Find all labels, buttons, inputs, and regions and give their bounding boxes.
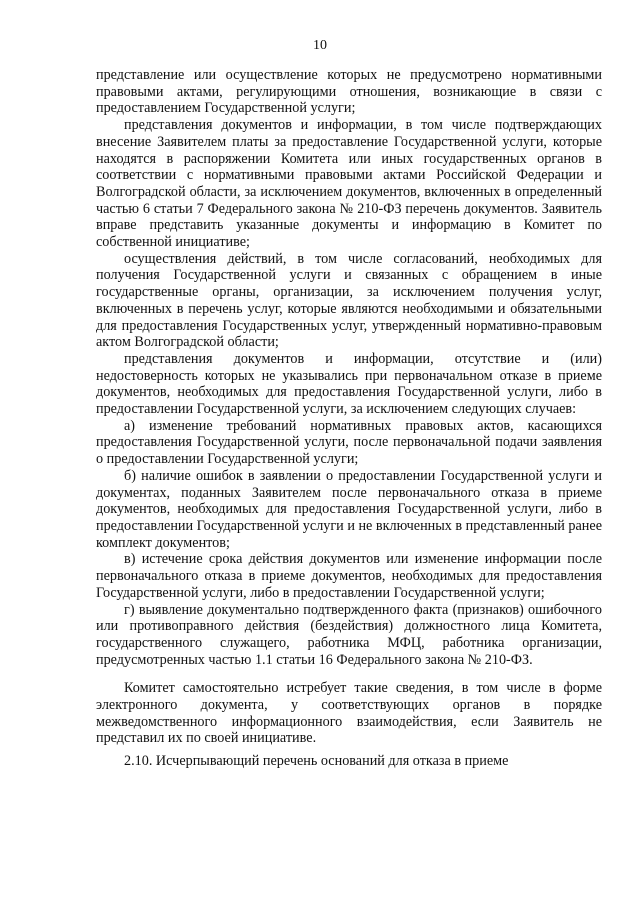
paragraph-continuation: представление или осуществление которых не предусмотрено нормативными правовыми актами, регулирующими отношения, возникающие в связи с предоставлением Государственной услуги; <box>96 67 602 117</box>
paragraph-missing-documents: представления документов и информации, отсутствие и (или) недостоверность которых не указывались при первоначальном отказе в приеме документов, необходимых для предоставления Государственной услуги, либо в предоставлении Государственной услуги, за исключением следующих случаев: <box>96 350 602 418</box>
page-number: 10 <box>313 38 327 53</box>
paragraph-approvals: осуществления действий, в том числе согласований, необходимых для получения Государственной услуги и связанных с обращением в иные государственные органы, организации, за исключением получения услуг, включенных в перечень услуг, которые являются необходимыми и обязательными для предоставления Государственных услуг, утвержденный нормативно-правовым актом Волгоградской области; <box>96 250 602 351</box>
document-body <box>96 67 602 770</box>
list-item-a: а) изменение требований нормативных правовых актов, касающихся предоставления Государственной услуги, после первоначальной подачи заявления о предоставлении Государственной услуги; <box>96 417 602 468</box>
list-item-g: г) выявление документально подтвержденного факта (признаков) ошибочного или противоправного действия (бездействия) должностного лица Комитета, государственного служащего, работника МФЦ, работника организации, предусмотренных частью 1.1 статьи 16 Федерального закона № 210-ФЗ. <box>96 601 602 668</box>
paragraph-documents-in-possession: представления документов и информации, в том числе подтверждающих внесение Заявителем платы за предоставление Государственной услуги, которые находятся в распоряжении Комитета или иных государственных органов в соответствии с нормативными правовыми актами Российской Федерации и Волгоградской области, за исключением документов, включенных в определенный частью 6 статьи 7 Федерального закона № 210-ФЗ перечень документов. Заявитель вправе представить указанные документы и информацию в Комитет по собственной инициативе; <box>96 117 602 251</box>
list-item-b: б) наличие ошибок в заявлении о предоставлении Государственной услуги и документах, поданных Заявителем после первоначального отказа в приеме документов, необходимых для предоставления Государственной услуги, либо в предоставлении Государственной услуги и не включенных в представленный ранее комплект документов; <box>96 467 602 551</box>
section-heading-2-10: 2.10. Исчерпывающий перечень оснований для отказа в приеме <box>124 753 509 770</box>
list-item-v: в) истечение срока действия документов или изменение информации после первоначального отказа в приеме документов, необходимых для предоставления Государственной услуги, либо в предоставлении Государственной услуги; <box>96 551 602 601</box>
paragraph-committee-requests: Комитет самостоятельно истребует такие сведения, в том числе в форме электронного документа, у соответствующих органов в порядке межведомственного информационного взаимодействия, если Заявитель не представил их по своей инициативе. <box>96 680 602 747</box>
